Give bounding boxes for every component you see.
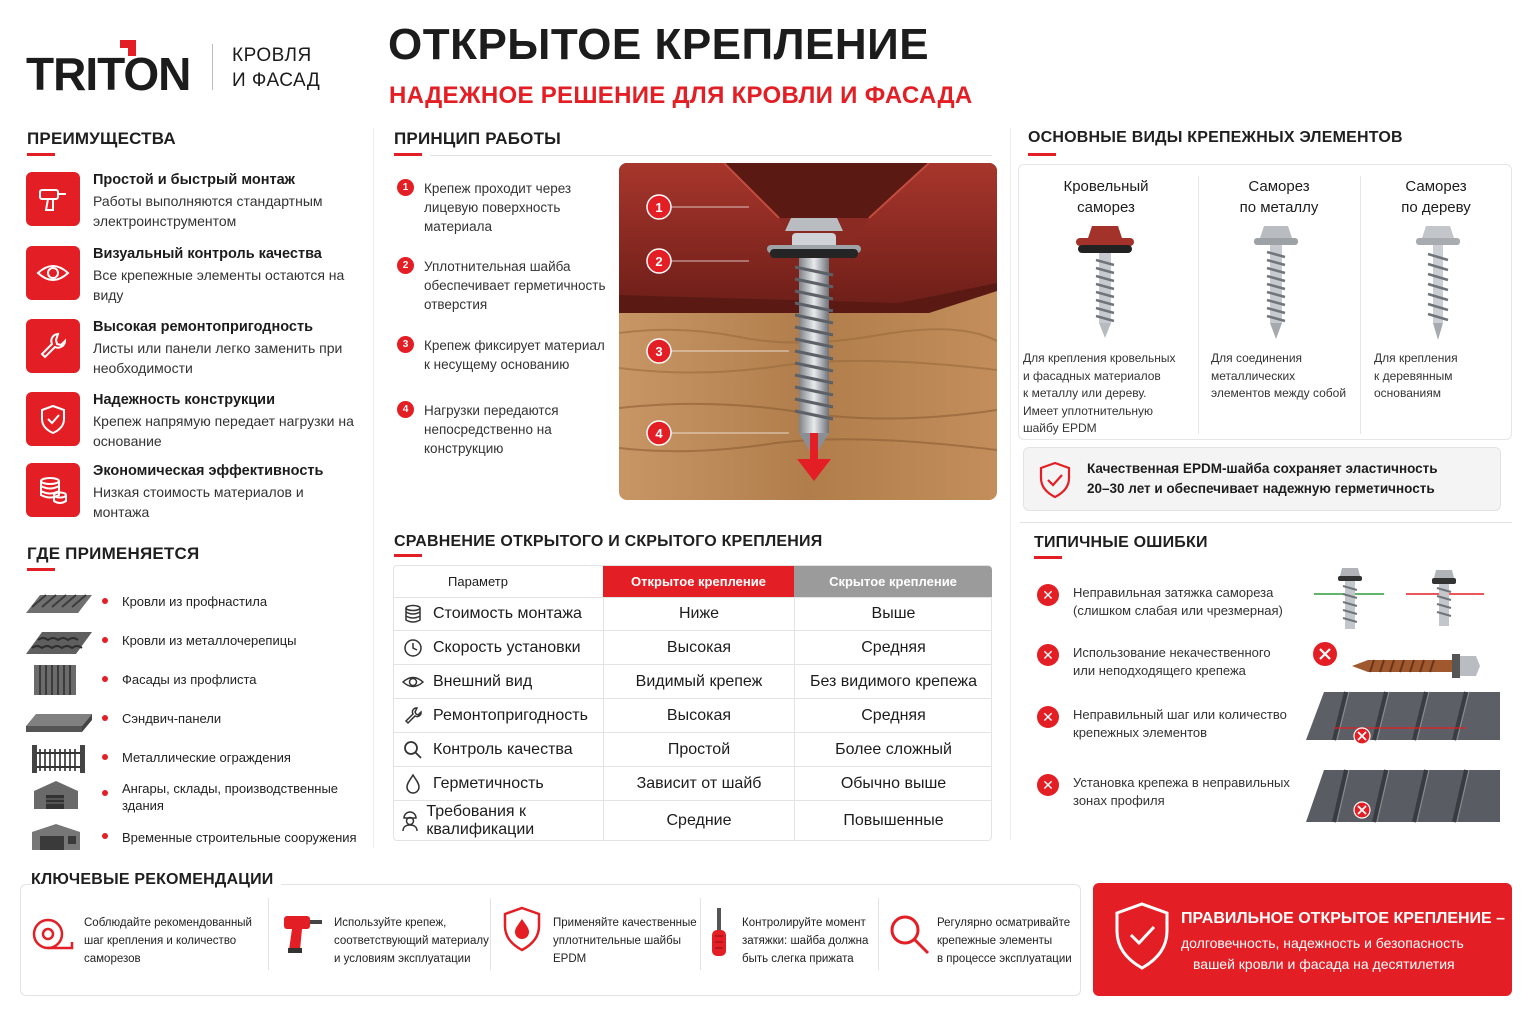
row-param: Внешний вид: [433, 672, 533, 690]
logo: [26, 40, 206, 96]
eye-icon: [26, 246, 80, 300]
wrong-zone-image: [1306, 768, 1500, 824]
error-text: Установка крепежа в неправильных зонах профиля: [1073, 775, 1290, 808]
row-hidden: Выше: [794, 598, 992, 630]
applications-heading: ГДЕ ПРИМЕНЯЕТСЯ: [27, 544, 200, 563]
row-open: Высокая: [603, 631, 794, 664]
temporary-building-icon: [26, 820, 94, 854]
fastener-type: [1199, 164, 1359, 218]
step-text: Крепеж фиксирует материал к несущему основанию: [424, 338, 605, 372]
error-x-icon: ✕: [1037, 706, 1059, 728]
drop-icon: [393, 774, 433, 794]
error-x-icon: ✕: [1037, 774, 1059, 796]
row-hidden: Средняя: [794, 699, 992, 732]
advantage-desc: Все крепежные элементы остаются на виду: [93, 267, 345, 303]
recommendation-divider: [490, 898, 491, 970]
application-item: [26, 741, 366, 777]
fastener-name: Саморез: [1405, 178, 1467, 195]
advantage-title: Надежность конструкции: [93, 392, 276, 408]
fastener-type: [1026, 164, 1186, 218]
roofing-screw-image: [1070, 222, 1140, 342]
advantage-item: [26, 463, 366, 525]
advantage-item: [26, 392, 366, 454]
coins-icon: [393, 604, 433, 624]
svg-text:2: 2: [655, 254, 663, 269]
bullet: [102, 790, 108, 796]
table-row: [393, 631, 992, 665]
error-x-icon: ✕: [1037, 644, 1059, 666]
step-number: 3: [397, 336, 414, 353]
step-number: 2: [397, 257, 414, 274]
recommendation-text: Регулярно осматривайте крепежные элементы в процессе эксплуатации: [937, 917, 1072, 965]
advantage-item: [26, 246, 366, 308]
row-hidden: Средняя: [794, 631, 992, 664]
row-open: Высокая: [603, 699, 794, 732]
principle-underline: [394, 153, 422, 156]
application-label: Сэндвич-панели: [122, 711, 222, 726]
fastener-desc: Для соединения металлических элементов между собой: [1211, 351, 1347, 400]
advantages-underline: [27, 153, 55, 156]
row-param: Герметичность: [433, 774, 544, 792]
bullet: [102, 833, 108, 839]
application-item: [26, 777, 366, 813]
hangar-icon: [26, 777, 94, 811]
table-row: [393, 665, 992, 699]
metal-screw-image: [1246, 222, 1306, 342]
row-open: Зависит от шайб: [603, 767, 794, 800]
step-text: Уплотнительная шайба обеспечивает герметичность отверстия: [424, 259, 606, 312]
errors-rule: [1020, 522, 1512, 523]
fasteners-underline: [1028, 153, 1056, 156]
table-row: [393, 733, 992, 767]
coins-icon: [26, 463, 80, 517]
table-header-open: Открытое крепление: [603, 566, 794, 597]
row-open: Ниже: [603, 598, 794, 630]
row-open: Видимый крепеж: [603, 665, 794, 698]
banner-line-3: вашей кровли и фасада на десятилетия: [1193, 956, 1455, 972]
tape-measure-icon: [30, 912, 74, 956]
row-param: Ремонтопригодность: [433, 706, 588, 724]
table-row: [393, 767, 992, 801]
bullet: [102, 637, 108, 643]
application-label: Металлические ограждения: [122, 750, 291, 765]
row-hidden: Более сложный: [794, 733, 992, 766]
recommendation-text: Применяйте качественные уплотнительные шайбы EPDM: [553, 917, 697, 965]
advantage-desc: Листы или панели легко заменить при необходимости: [93, 340, 343, 376]
logo-tagline-1: КРОВЛЯ: [232, 45, 312, 66]
epdm-note-line2: 20–30 лет и обеспечивает надежную герметичность: [1087, 481, 1435, 496]
fastener-name: по дереву: [1401, 199, 1471, 216]
advantage-desc: Работы выполняются стандартным электроинструментом: [93, 193, 323, 229]
page-title: ОТКРЫТОЕ КРЕПЛЕНИЕ: [388, 20, 930, 69]
column-divider: [1010, 128, 1011, 840]
comparison-underline: [394, 554, 422, 557]
application-label: Кровли из металлочерепицы: [122, 633, 297, 648]
application-label: Фасады из профлиста: [122, 672, 257, 687]
recommendation-divider: [700, 898, 701, 970]
advantage-title: Экономическая эффективность: [93, 463, 324, 479]
logo-text: TRITON: [26, 48, 191, 96]
advantage-item: [26, 172, 366, 234]
principle-rule: [430, 155, 992, 156]
row-param: Требования к квалификации: [426, 803, 535, 838]
application-item: [26, 663, 366, 699]
error-text: Неправильная затяжка самореза (слишком слабая или чрезмерная): [1073, 585, 1283, 618]
step-number: 1: [397, 179, 414, 196]
shield-icon: [1038, 461, 1072, 499]
column-divider: [373, 128, 374, 848]
row-hidden: Без видимого крепежа: [794, 665, 992, 698]
drill-icon: [26, 172, 80, 226]
fastener-name: Кровельный: [1063, 178, 1149, 195]
step-text: Нагрузки передаются непосредственно на конструкцию: [424, 403, 559, 456]
bullet: [102, 676, 108, 682]
row-param: Скорость установки: [433, 638, 581, 656]
logo-tagline-2: И ФАСАД: [232, 70, 321, 91]
fastener-type: [1356, 164, 1516, 218]
page-subtitle: НАДЕЖНОЕ РЕШЕНИЕ ДЛЯ КРОВЛИ И ФАСАДА: [389, 82, 973, 109]
recommendation-text: Соблюдайте рекомендованный шаг крепления и количество саморезов: [84, 917, 252, 965]
table-row: [393, 597, 992, 631]
svg-text:3: 3: [655, 344, 663, 359]
row-param: Стоимость монтажа: [433, 605, 582, 622]
fastener-name: по металлу: [1239, 199, 1319, 216]
error-x-icon: ✕: [1037, 584, 1059, 606]
search-icon: [887, 912, 931, 956]
bullet: [102, 598, 108, 604]
sandwich-panel-icon: [26, 702, 94, 736]
advantage-desc: Крепеж напрямую передает нагрузки на основание: [93, 413, 354, 449]
errors-heading: ТИПИЧНЫЕ ОШИБКИ: [1034, 534, 1208, 551]
row-hidden: Повышенные: [794, 801, 992, 841]
search-icon: [393, 740, 433, 760]
svg-text:4: 4: [655, 426, 663, 441]
shield-check-icon: [1113, 901, 1171, 971]
application-label: Ангары, склады, производственные здания: [122, 781, 339, 813]
row-open: Простой: [603, 733, 794, 766]
table-header-hidden: Скрытое крепление: [794, 566, 992, 597]
advantage-item: [26, 319, 366, 381]
screwdriver-icon: [706, 906, 732, 960]
wrong-pitch-image: [1306, 690, 1500, 746]
wrench-icon: [26, 319, 80, 373]
fastener-name: Саморез: [1248, 178, 1310, 195]
fastener-desc: Для крепления к деревянным основаниям: [1374, 351, 1458, 400]
table-row: [393, 699, 992, 733]
step-number: 4: [397, 401, 414, 418]
table-row: [393, 801, 992, 841]
shield-icon: [26, 392, 80, 446]
errors-underline: [1034, 556, 1062, 559]
eye-icon: [393, 672, 433, 692]
bullet: [102, 754, 108, 760]
recommendation-text: Используйте крепеж, соответствующий материалу и условиям эксплуатации: [334, 917, 489, 965]
table-header-param: Параметр: [448, 574, 508, 589]
bullet: [102, 715, 108, 721]
application-label: Временные строительные сооружения: [122, 830, 357, 845]
fastener-desc: Для крепления кровельных и фасадных материалов к металлу или дереву. Имеет уплотнительную шайбу EPDM: [1023, 351, 1176, 435]
fastener-name: саморез: [1077, 199, 1135, 216]
bad-fastener-image: [1312, 640, 1492, 684]
epdm-note: [1023, 447, 1501, 511]
application-item: [26, 702, 366, 738]
drill-icon: [280, 910, 326, 956]
comparison-heading: СРАВНЕНИЕ ОТКРЫТОГО И СКРЫТОГО КРЕПЛЕНИЯ: [394, 533, 823, 550]
error-text: Неправильный шаг или количество крепежных элементов: [1073, 707, 1287, 740]
wrench-icon: [393, 706, 433, 726]
recommendations-heading: КЛЮЧЕВЫЕ РЕКОМЕНДАЦИИ: [31, 871, 281, 889]
facade-sheet-icon: [26, 663, 94, 697]
clock-icon: [393, 638, 433, 658]
banner-title: ПРАВИЛЬНОЕ ОТКРЫТОЕ КРЕПЛЕНИЕ –: [1181, 910, 1506, 927]
step-text: Крепеж проходит через лицевую поверхность материала: [424, 181, 572, 234]
svg-text:1: 1: [655, 200, 663, 215]
recommendation-divider: [878, 898, 879, 970]
recommendation-text: Контролируйте момент затяжки: шайба должна быть слегка прижата: [742, 917, 869, 965]
row-hidden: Обычно выше: [794, 767, 992, 800]
row-open: Средние: [603, 801, 794, 841]
advantage-desc: Низкая стоимость материалов и монтажа: [93, 484, 304, 520]
torque-error-image: [1314, 566, 1484, 636]
fastening-illustration: [619, 163, 997, 500]
corrugated-sheet-icon: [26, 585, 94, 619]
application-item: [26, 820, 366, 856]
application-item: [26, 585, 366, 621]
metal-tile-icon: [26, 624, 94, 658]
logo-divider: [212, 44, 213, 90]
error-text: Использование некачественного или неподходящего крепежа: [1073, 645, 1271, 678]
wood-screw-image: [1408, 222, 1468, 342]
advantage-title: Высокая ремонтопригодность: [93, 319, 313, 335]
principle-heading: ПРИНЦИП РАБОТЫ: [394, 129, 562, 148]
row-param: Контроль качества: [433, 740, 573, 758]
advantages-heading: ПРЕИМУЩЕСТВА: [27, 129, 176, 148]
worker-icon: [393, 810, 426, 832]
advantage-title: Визуальный контроль качества: [93, 246, 322, 262]
epdm-note-line1: Качественная EPDM-шайба сохраняет эластичность: [1087, 461, 1438, 476]
application-item: [26, 624, 366, 660]
advantage-title: Простой и быстрый монтаж: [93, 172, 295, 188]
application-label: Кровли из профнастила: [122, 594, 268, 609]
recommendation-divider: [268, 898, 269, 970]
fence-icon: [26, 741, 94, 775]
key-message-banner: [1093, 883, 1512, 996]
shield-drop-icon: [502, 906, 542, 952]
applications-underline: [27, 568, 55, 571]
fasteners-heading: ОСНОВНЫЕ ВИДЫ КРЕПЕЖНЫХ ЭЛЕМЕНТОВ: [1028, 129, 1403, 146]
banner-line-2: долговечность, надежность и безопасность: [1181, 935, 1464, 951]
